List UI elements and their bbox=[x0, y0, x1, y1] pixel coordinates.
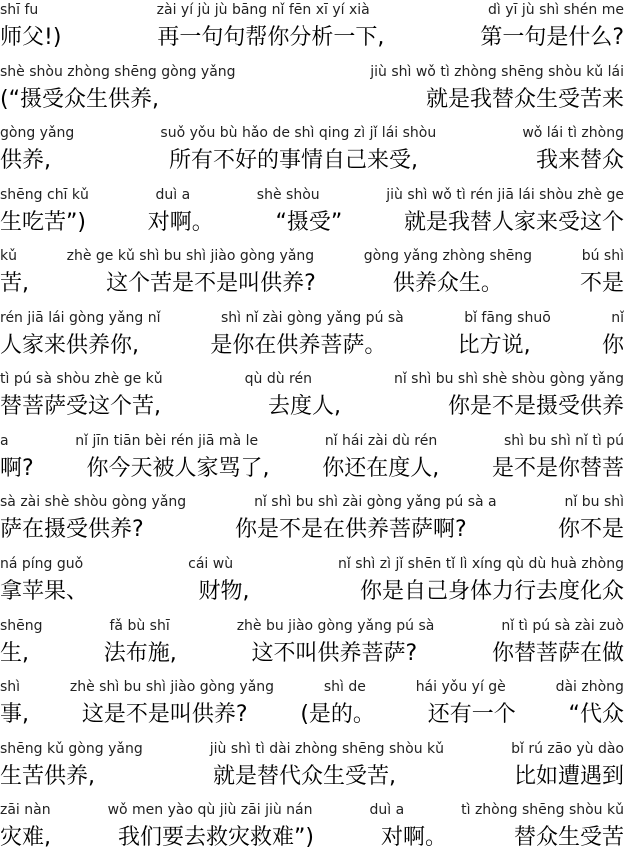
pinyin-segment: kǔ bbox=[0, 248, 17, 264]
hanzi-segment: 还有一个 bbox=[427, 702, 516, 727]
text-line bbox=[0, 0, 624, 62]
pinyin-segment: shì nǐ zài gòng yǎng pú sà bbox=[220, 310, 404, 326]
hanzi-segment: 去度人, bbox=[267, 394, 341, 419]
pinyin-line bbox=[0, 369, 624, 389]
pinyin-line bbox=[0, 62, 624, 82]
pinyin-segment: bǐ fāng shuō bbox=[464, 310, 551, 326]
hanzi-segment: 第一句是什么? bbox=[480, 25, 624, 50]
hanzi-segment: 师父!) bbox=[0, 25, 62, 50]
text-line bbox=[0, 431, 624, 493]
pinyin-segment: qù dù rén bbox=[244, 371, 312, 387]
pinyin-segment: bú shì bbox=[581, 248, 624, 264]
hanzi-segment: 替众生受苦 bbox=[513, 825, 624, 850]
hanzi-line bbox=[0, 514, 624, 546]
pinyin-segment: shēng chī kǔ bbox=[0, 187, 89, 203]
hanzi-segment: 你 bbox=[601, 333, 624, 358]
hanzi-segment: 是你在供养菩萨。 bbox=[210, 333, 387, 358]
hanzi-segment: 这不叫供养菩萨? bbox=[251, 641, 418, 666]
hanzi-segment: 生吃苦”) bbox=[0, 210, 86, 235]
hanzi-segment: 事, bbox=[0, 702, 29, 727]
hanzi-segment: (“摄受众生供养, bbox=[0, 87, 159, 112]
text-line bbox=[0, 554, 624, 616]
hanzi-segment: 啊? bbox=[0, 456, 34, 481]
pinyin-segment: shè shòu zhòng shēng gòng yǎng bbox=[0, 64, 236, 80]
hanzi-segment: 就是我替人家来受这个 bbox=[403, 210, 624, 235]
hanzi-segment: 就是替代众生受苦, bbox=[212, 764, 396, 789]
pinyin-segment: gòng yǎng zhòng shēng bbox=[363, 248, 533, 264]
pinyin-segment: gòng yǎng bbox=[0, 125, 75, 141]
hanzi-line bbox=[0, 145, 624, 177]
pinyin-segment: nǐ hái zài dù rén bbox=[324, 433, 438, 449]
hanzi-segment: (是的。 bbox=[300, 702, 375, 727]
pinyin-segment: suǒ yǒu bù hǎo de shì qing zì jǐ lái shòu bbox=[160, 125, 437, 141]
text-line bbox=[0, 246, 624, 308]
pinyin-segment: tì pú sà shòu zhè ge kǔ bbox=[0, 371, 163, 387]
hanzi-line bbox=[0, 84, 624, 116]
pinyin-segment: sà zài shè shòu gòng yǎng bbox=[0, 494, 187, 510]
pinyin-segment: tì zhòng shēng shòu kǔ bbox=[461, 802, 624, 818]
hanzi-segment: 你还在度人, bbox=[322, 456, 440, 481]
pinyin-segment: dì yī jù shì shén me bbox=[488, 2, 624, 18]
hanzi-segment: 比方说, bbox=[457, 333, 531, 358]
hanzi-segment: “代众 bbox=[568, 702, 624, 727]
pinyin-segment: shì bu shì nǐ tì pú bbox=[503, 433, 624, 449]
pinyin-segment: jiù shì wǒ tì zhòng shēng shòu kǔ lái bbox=[370, 64, 624, 80]
pinyin-segment: jiù shì tì dài zhòng shēng shòu kǔ bbox=[209, 741, 445, 757]
hanzi-segment: 你今天被人家骂了, bbox=[86, 456, 270, 481]
pinyin-segment: zhè shì bu shì jiào gòng yǎng bbox=[69, 679, 275, 695]
hanzi-line bbox=[0, 268, 624, 300]
hanzi-segment: 你替菩萨在做 bbox=[491, 641, 624, 666]
hanzi-segment: 拿苹果、 bbox=[0, 579, 89, 604]
pinyin-segment: fǎ bù shī bbox=[109, 618, 170, 634]
pinyin-segment: dài zhòng bbox=[555, 679, 624, 695]
hanzi-segment: 你是不是摄受供养 bbox=[447, 394, 624, 419]
hanzi-line bbox=[0, 822, 624, 854]
hanzi-segment: 苦, bbox=[0, 271, 29, 296]
hanzi-line bbox=[0, 330, 624, 362]
pinyin-segment: nǐ shì zì jǐ shēn tǐ lì xíng qù dù huà zhòng bbox=[338, 556, 624, 572]
pinyin-segment: nǐ shì bu shì zài gòng yǎng pú sà a bbox=[254, 494, 497, 510]
hanzi-segment: 所有不好的事情自己来受, bbox=[168, 148, 418, 173]
hanzi-segment: 法布施, bbox=[103, 641, 177, 666]
pinyin-segment: shēng kǔ gòng yǎng bbox=[0, 741, 143, 757]
hanzi-line bbox=[0, 453, 624, 485]
text-line bbox=[0, 739, 624, 801]
pinyin-segment: nǐ tì pú sà zài zuò bbox=[501, 618, 624, 634]
hanzi-segment: 对啊。 bbox=[380, 825, 447, 850]
hanzi-segment: 供养, bbox=[0, 148, 51, 173]
pinyin-segment: hái yǒu yí gè bbox=[415, 679, 506, 695]
hanzi-line bbox=[0, 699, 624, 731]
text-line bbox=[0, 616, 624, 678]
pinyin-line bbox=[0, 308, 624, 328]
hanzi-line bbox=[0, 22, 624, 54]
pinyin-line bbox=[0, 0, 624, 20]
pinyin-segment: ná píng guǒ bbox=[0, 556, 84, 572]
pinyin-line bbox=[0, 739, 624, 759]
pinyin-segment: shì bbox=[0, 679, 21, 695]
text-line bbox=[0, 123, 624, 185]
hanzi-line bbox=[0, 638, 624, 670]
pinyin-segment: nǐ jīn tiān bèi rén jiā mà le bbox=[75, 433, 259, 449]
hanzi-segment: 灾难, bbox=[0, 825, 51, 850]
pinyin-segment: zài yí jù jù bāng nǐ fēn xī yí xià bbox=[156, 2, 370, 18]
hanzi-segment: 这个苦是不是叫供养? bbox=[106, 271, 316, 296]
hanzi-segment: 替菩萨受这个苦, bbox=[0, 394, 161, 419]
pinyin-segment: nǐ shì bu shì shè shòu gòng yǎng bbox=[393, 371, 624, 387]
hanzi-line bbox=[0, 576, 624, 608]
hanzi-segment: 我们要去救灾救难”) bbox=[117, 825, 314, 850]
pinyin-segment: zhè bu jiào gòng yǎng pú sà bbox=[236, 618, 435, 634]
hanzi-segment: 就是我替众生受苦来 bbox=[425, 87, 624, 112]
pinyin-segment: rén jiā lái gòng yǎng nǐ bbox=[0, 310, 161, 326]
hanzi-segment: 人家来供养你, bbox=[0, 333, 139, 358]
hanzi-segment: “摄受” bbox=[275, 210, 343, 235]
hanzi-line bbox=[0, 391, 624, 423]
pinyin-segment: jiù shì wǒ tì rén jiā lái shòu zhè ge bbox=[386, 187, 624, 203]
pinyin-segment: nǐ bu shì bbox=[564, 494, 624, 510]
hanzi-segment: 我来替众 bbox=[535, 148, 624, 173]
pinyin-segment: shī fu bbox=[0, 2, 39, 18]
hanzi-segment: 财物, bbox=[198, 579, 250, 604]
text-line bbox=[0, 492, 624, 554]
pinyin-line bbox=[0, 246, 624, 266]
pinyin-segment: nǐ bbox=[611, 310, 624, 326]
hanzi-segment: 比如遭遇到 bbox=[513, 764, 624, 789]
pinyin-segment: wǒ men yào qù jiù zāi jiù nán bbox=[107, 802, 313, 818]
hanzi-segment: 你是不是在供养菩萨啊? bbox=[234, 517, 467, 542]
pinyin-line bbox=[0, 800, 624, 820]
pinyin-segment: duì a bbox=[369, 802, 405, 818]
text-line bbox=[0, 308, 624, 370]
pinyin-segment: zhè ge kǔ shì bu shì jiào gòng yǎng bbox=[66, 248, 315, 264]
hanzi-segment: 对啊。 bbox=[147, 210, 214, 235]
pinyin-line bbox=[0, 123, 624, 143]
pinyin-segment: wǒ lái tì zhòng bbox=[522, 125, 624, 141]
hanzi-segment: 再一句句帮你分析一下, bbox=[157, 25, 385, 50]
pinyin-line bbox=[0, 554, 624, 574]
pinyin-segment: shè shòu bbox=[256, 187, 320, 203]
pinyin-segment: cái wù bbox=[188, 556, 234, 572]
hanzi-segment: 这是不是叫供养? bbox=[81, 702, 248, 727]
hanzi-segment: 你是自己身体力行去度化众 bbox=[359, 579, 624, 604]
text-line bbox=[0, 62, 624, 124]
text-line bbox=[0, 185, 624, 247]
hanzi-segment: 不是 bbox=[579, 271, 624, 296]
pinyin-segment: zāi nàn bbox=[0, 802, 51, 818]
pinyin-segment: a bbox=[0, 433, 9, 449]
pinyin-segment: shì de bbox=[323, 679, 366, 695]
pinyin-line bbox=[0, 492, 624, 512]
hanzi-line bbox=[0, 761, 624, 793]
hanzi-line bbox=[0, 207, 624, 239]
pinyin-line bbox=[0, 616, 624, 636]
pinyin-segment: shēng bbox=[0, 618, 43, 634]
pinyin-segment: duì a bbox=[155, 187, 191, 203]
hanzi-segment: 生, bbox=[0, 641, 29, 666]
pinyin-line bbox=[0, 431, 624, 451]
hanzi-segment: 你不是 bbox=[557, 517, 624, 542]
hanzi-segment: 供养众生。 bbox=[392, 271, 503, 296]
text-line bbox=[0, 677, 624, 739]
pinyin-line bbox=[0, 677, 624, 697]
hanzi-segment: 生苦供养, bbox=[0, 764, 95, 789]
hanzi-segment: 是不是你替菩 bbox=[491, 456, 624, 481]
text-line bbox=[0, 800, 624, 862]
pinyin-line bbox=[0, 185, 624, 205]
hanzi-segment: 萨在摄受供养? bbox=[0, 517, 144, 542]
pinyin-segment: bǐ rú zāo yù dào bbox=[511, 741, 624, 757]
text-line bbox=[0, 369, 624, 431]
